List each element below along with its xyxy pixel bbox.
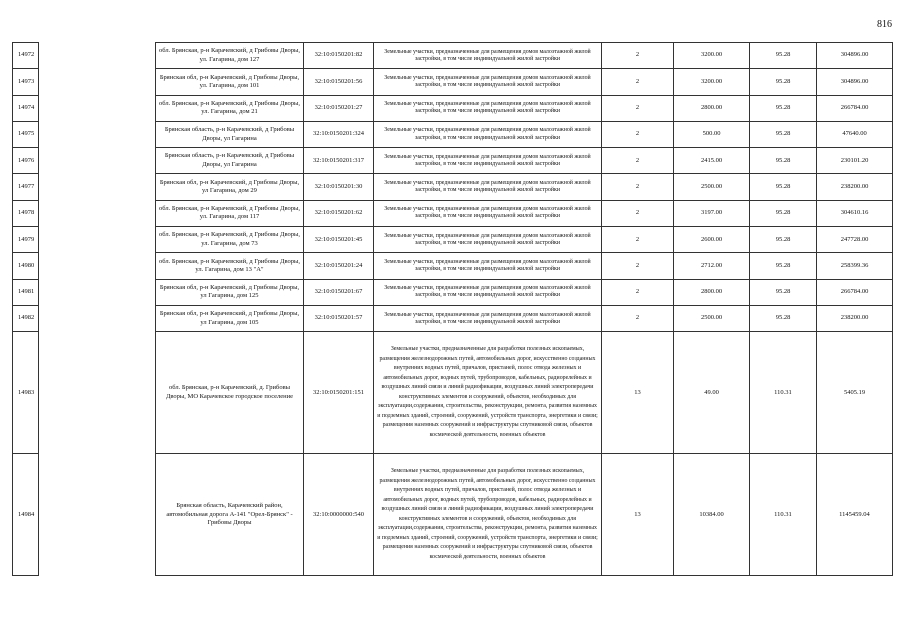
spacer-cell xyxy=(39,69,156,95)
land-use-cell: Земельные участки, предназначенные для размещения домов малоэтажной жилой застройки, в том числе индивидуальной жилой застройки xyxy=(374,95,602,121)
spacer-cell xyxy=(39,174,156,200)
address-cell: Брянская область, р-н Карачевский, д Грибовы Дворы, ул Гагарина xyxy=(156,121,304,147)
table-row xyxy=(13,227,893,253)
cadastral-number-cell: 32:10:0150201:57 xyxy=(304,305,374,331)
cadastral-value-cell: 247728.00 xyxy=(817,227,893,253)
cadastral-value-cell: 266784.00 xyxy=(817,95,893,121)
address-cell: обл. Брянская, р-н Карачевский, д Грибовы Дворы, ул. Гагарина, дом 127 xyxy=(156,43,304,69)
cadastral-number-cell: 32:10:0150201:151 xyxy=(304,332,374,454)
area-cell: 10384.00 xyxy=(674,454,750,576)
record-number-cell: 14982 xyxy=(13,305,39,331)
group-cell: 2 xyxy=(602,227,674,253)
cadastral-number-cell: 32:10:0150201:67 xyxy=(304,279,374,305)
specific-value-cell: 95.28 xyxy=(750,305,817,331)
table-row xyxy=(13,253,893,279)
record-number-cell: 14978 xyxy=(13,200,39,226)
group-cell: 2 xyxy=(602,148,674,174)
spacer-cell xyxy=(39,200,156,226)
area-cell: 49.00 xyxy=(674,332,750,454)
record-number-cell: 14983 xyxy=(13,332,39,454)
cadastral-number-cell: 32:10:0000000:540 xyxy=(304,454,374,576)
address-cell: Брянская область, р-н Карачевский, д Грибовы Дворы, ул Гагарина xyxy=(156,148,304,174)
address-cell: обл. Брянская, р-н Карачевский, д Грибовы Дворы, ул. Гагарина, дом 117 xyxy=(156,200,304,226)
area-cell: 3200.00 xyxy=(674,69,750,95)
table-row xyxy=(13,454,893,576)
address-cell: Брянская обл, р-н Карачевский, д Грибовы Дворы, ул Гагарина, дом 125 xyxy=(156,279,304,305)
address-cell: обл. Брянская, р-н Карачевский, д Грибовы Дворы, ул. Гагарина, дом 13 "А" xyxy=(156,253,304,279)
group-cell: 2 xyxy=(602,121,674,147)
land-use-cell: Земельные участки, предназначенные для размещения домов малоэтажной жилой застройки, в том числе индивидуальной жилой застройки xyxy=(374,174,602,200)
area-cell: 2600.00 xyxy=(674,227,750,253)
record-number-cell: 14979 xyxy=(13,227,39,253)
cadastral-number-cell: 32:10:0150201:45 xyxy=(304,227,374,253)
group-cell: 13 xyxy=(602,454,674,576)
record-number-cell: 14974 xyxy=(13,95,39,121)
cadastral-value-table xyxy=(12,42,893,576)
spacer-cell xyxy=(39,148,156,174)
record-number-cell: 14984 xyxy=(13,454,39,576)
cadastral-number-cell: 32:10:0150201:30 xyxy=(304,174,374,200)
land-use-cell: Земельные участки, предназначенные для размещения домов малоэтажной жилой застройки, в том числе индивидуальной жилой застройки xyxy=(374,200,602,226)
spacer-cell xyxy=(39,332,156,454)
cadastral-value-cell: 304896.00 xyxy=(817,69,893,95)
land-use-cell: Земельные участки, предназначенные для размещения домов малоэтажной жилой застройки, в том числе индивидуальной жилой застройки xyxy=(374,305,602,331)
land-use-cell: Земельные участки, предназначенные для разработки полезных ископаемых, размещения железнодорожных путей, автомобильных дорог, искусственно созданных внутренних водных путей, причалов, пристаней, полос отвода железных и автомобильных дорог, водных путей, трубопроводов, кабельных, радиорелейных и воздушных линий связи и линий радиофикации, воздушных линий электропередачи конструктивных элементов и сооружений, объектов, необходимых для эксплуатации,содержания, строительства, реконструкции, ремонта, развития наземных и подземных зданий, строений, сооружений, устройств транспорта, энергетики и связи; размещения наземных сооружений и инфраструктуры спутниковой связи, объектов космической деятельности, военных объектов xyxy=(374,454,602,576)
specific-value-cell: 110.31 xyxy=(750,454,817,576)
area-cell: 500.00 xyxy=(674,121,750,147)
spacer-cell xyxy=(39,279,156,305)
address-cell: обл. Брянская, р-н Карачевский, д. Грибовы Дворы, МО Карачевское городское поселение xyxy=(156,332,304,454)
cadastral-number-cell: 32:10:0150201:24 xyxy=(304,253,374,279)
table-row xyxy=(13,95,893,121)
specific-value-cell: 95.28 xyxy=(750,121,817,147)
cadastral-value-cell: 304610.16 xyxy=(817,200,893,226)
record-number-cell: 14972 xyxy=(13,43,39,69)
specific-value-cell: 95.28 xyxy=(750,253,817,279)
land-use-cell: Земельные участки, предназначенные для размещения домов малоэтажной жилой застройки, в том числе индивидуальной жилой застройки xyxy=(374,148,602,174)
area-cell: 2800.00 xyxy=(674,95,750,121)
area-cell: 2712.00 xyxy=(674,253,750,279)
specific-value-cell: 95.28 xyxy=(750,95,817,121)
spacer-cell xyxy=(39,305,156,331)
cadastral-number-cell: 32:10:0150201:317 xyxy=(304,148,374,174)
table-row xyxy=(13,279,893,305)
cadastral-value-cell: 266784.00 xyxy=(817,279,893,305)
specific-value-cell: 95.28 xyxy=(750,69,817,95)
land-use-cell: Земельные участки, предназначенные для размещения домов малоэтажной жилой застройки, в том числе индивидуальной жилой застройки xyxy=(374,253,602,279)
specific-value-cell: 95.28 xyxy=(750,227,817,253)
table-body xyxy=(13,43,893,576)
specific-value-cell: 95.28 xyxy=(750,200,817,226)
group-cell: 13 xyxy=(602,332,674,454)
table-row xyxy=(13,69,893,95)
cadastral-value-cell: 304896.00 xyxy=(817,43,893,69)
spacer-cell xyxy=(39,121,156,147)
table-row xyxy=(13,148,893,174)
cadastral-number-cell: 32:10:0150201:324 xyxy=(304,121,374,147)
cadastral-value-cell: 230101.20 xyxy=(817,148,893,174)
land-use-cell: Земельные участки, предназначенные для размещения домов малоэтажной жилой застройки, в том числе индивидуальной жилой застройки xyxy=(374,69,602,95)
table-row xyxy=(13,305,893,331)
table-row xyxy=(13,332,893,454)
area-cell: 2500.00 xyxy=(674,174,750,200)
address-cell: Брянская область, Карачевский район, автомобильная дорога А-141 "Орел-Брянск" - Грибовы Дворы xyxy=(156,454,304,576)
cadastral-value-cell: 5405.19 xyxy=(817,332,893,454)
group-cell: 2 xyxy=(602,253,674,279)
land-use-cell: Земельные участки, предназначенные для размещения домов малоэтажной жилой застройки, в том числе индивидуальной жилой застройки xyxy=(374,121,602,147)
area-cell: 3197.00 xyxy=(674,200,750,226)
cadastral-value-cell: 238200.00 xyxy=(817,174,893,200)
address-cell: Брянская обл, р-н Карачевский, д Грибовы Дворы, ул. Гагарина, дом 101 xyxy=(156,69,304,95)
land-use-cell: Земельные участки, предназначенные для размещения домов малоэтажной жилой застройки, в том числе индивидуальной жилой застройки xyxy=(374,279,602,305)
specific-value-cell: 95.28 xyxy=(750,279,817,305)
spacer-cell xyxy=(39,95,156,121)
record-number-cell: 14977 xyxy=(13,174,39,200)
spacer-cell xyxy=(39,227,156,253)
table-row xyxy=(13,121,893,147)
cadastral-value-cell: 1145459.04 xyxy=(817,454,893,576)
cadastral-number-cell: 32:10:0150201:27 xyxy=(304,95,374,121)
land-use-cell: Земельные участки, предназначенные для разработки полезных ископаемых, размещения железнодорожных путей, автомобильных дорог, искусственно созданных внутренних водных путей, причалов, пристаней, полос отвода железных и автомобильных дорог, водных путей, трубопроводов, кабельных, радиорелейных и воздушных линий связи и линий радиофикации, воздушных линий электропередачи конструктивных элементов и сооружений, объектов, необходимых для эксплуатации,содержания, строительства, реконструкции, ремонта, развития наземных и подземных зданий, строений, сооружений, устройств транспорта, энергетики и связи; размещения наземных сооружений и инфраструктуры спутниковой связи, объектов космической деятельности, военных объектов xyxy=(374,332,602,454)
area-cell: 2800.00 xyxy=(674,279,750,305)
record-number-cell: 14975 xyxy=(13,121,39,147)
record-number-cell: 14980 xyxy=(13,253,39,279)
specific-value-cell: 95.28 xyxy=(750,148,817,174)
group-cell: 2 xyxy=(602,95,674,121)
spacer-cell xyxy=(39,454,156,576)
table-row xyxy=(13,174,893,200)
record-number-cell: 14973 xyxy=(13,69,39,95)
group-cell: 2 xyxy=(602,69,674,95)
page-number: 816 xyxy=(877,19,892,30)
group-cell: 2 xyxy=(602,279,674,305)
address-cell: обл. Брянская, р-н Карачевский, д Грибовы Дворы, ул. Гагарина, дом 73 xyxy=(156,227,304,253)
spacer-cell xyxy=(39,253,156,279)
address-cell: Брянская обл, р-н Карачевский, д Грибовы Дворы, ул Гагарина, дом 105 xyxy=(156,305,304,331)
table-row xyxy=(13,43,893,69)
area-cell: 3200.00 xyxy=(674,43,750,69)
cadastral-value-cell: 47640.00 xyxy=(817,121,893,147)
specific-value-cell: 95.28 xyxy=(750,174,817,200)
record-number-cell: 14981 xyxy=(13,279,39,305)
group-cell: 2 xyxy=(602,43,674,69)
specific-value-cell: 110.31 xyxy=(750,332,817,454)
table-row xyxy=(13,200,893,226)
cadastral-number-cell: 32:10:0150201:56 xyxy=(304,69,374,95)
cadastral-number-cell: 32:10:0150201:82 xyxy=(304,43,374,69)
group-cell: 2 xyxy=(602,200,674,226)
land-use-cell: Земельные участки, предназначенные для размещения домов малоэтажной жилой застройки, в том числе индивидуальной жилой застройки xyxy=(374,227,602,253)
group-cell: 2 xyxy=(602,174,674,200)
address-cell: Брянская обл, р-н Карачевский, д Грибовы Дворы, ул Гагарина, дом 29 xyxy=(156,174,304,200)
record-number-cell: 14976 xyxy=(13,148,39,174)
cadastral-value-cell: 258399.36 xyxy=(817,253,893,279)
address-cell: обл. Брянская, р-н Карачевский, д Грибовы Дворы, ул. Гагарина, дом 21 xyxy=(156,95,304,121)
area-cell: 2415.00 xyxy=(674,148,750,174)
cadastral-number-cell: 32:10:0150201:62 xyxy=(304,200,374,226)
land-use-cell: Земельные участки, предназначенные для размещения домов малоэтажной жилой застройки, в том числе индивидуальной жилой застройки xyxy=(374,43,602,69)
area-cell: 2500.00 xyxy=(674,305,750,331)
cadastral-value-cell: 238200.00 xyxy=(817,305,893,331)
group-cell: 2 xyxy=(602,305,674,331)
spacer-cell xyxy=(39,43,156,69)
specific-value-cell: 95.28 xyxy=(750,43,817,69)
